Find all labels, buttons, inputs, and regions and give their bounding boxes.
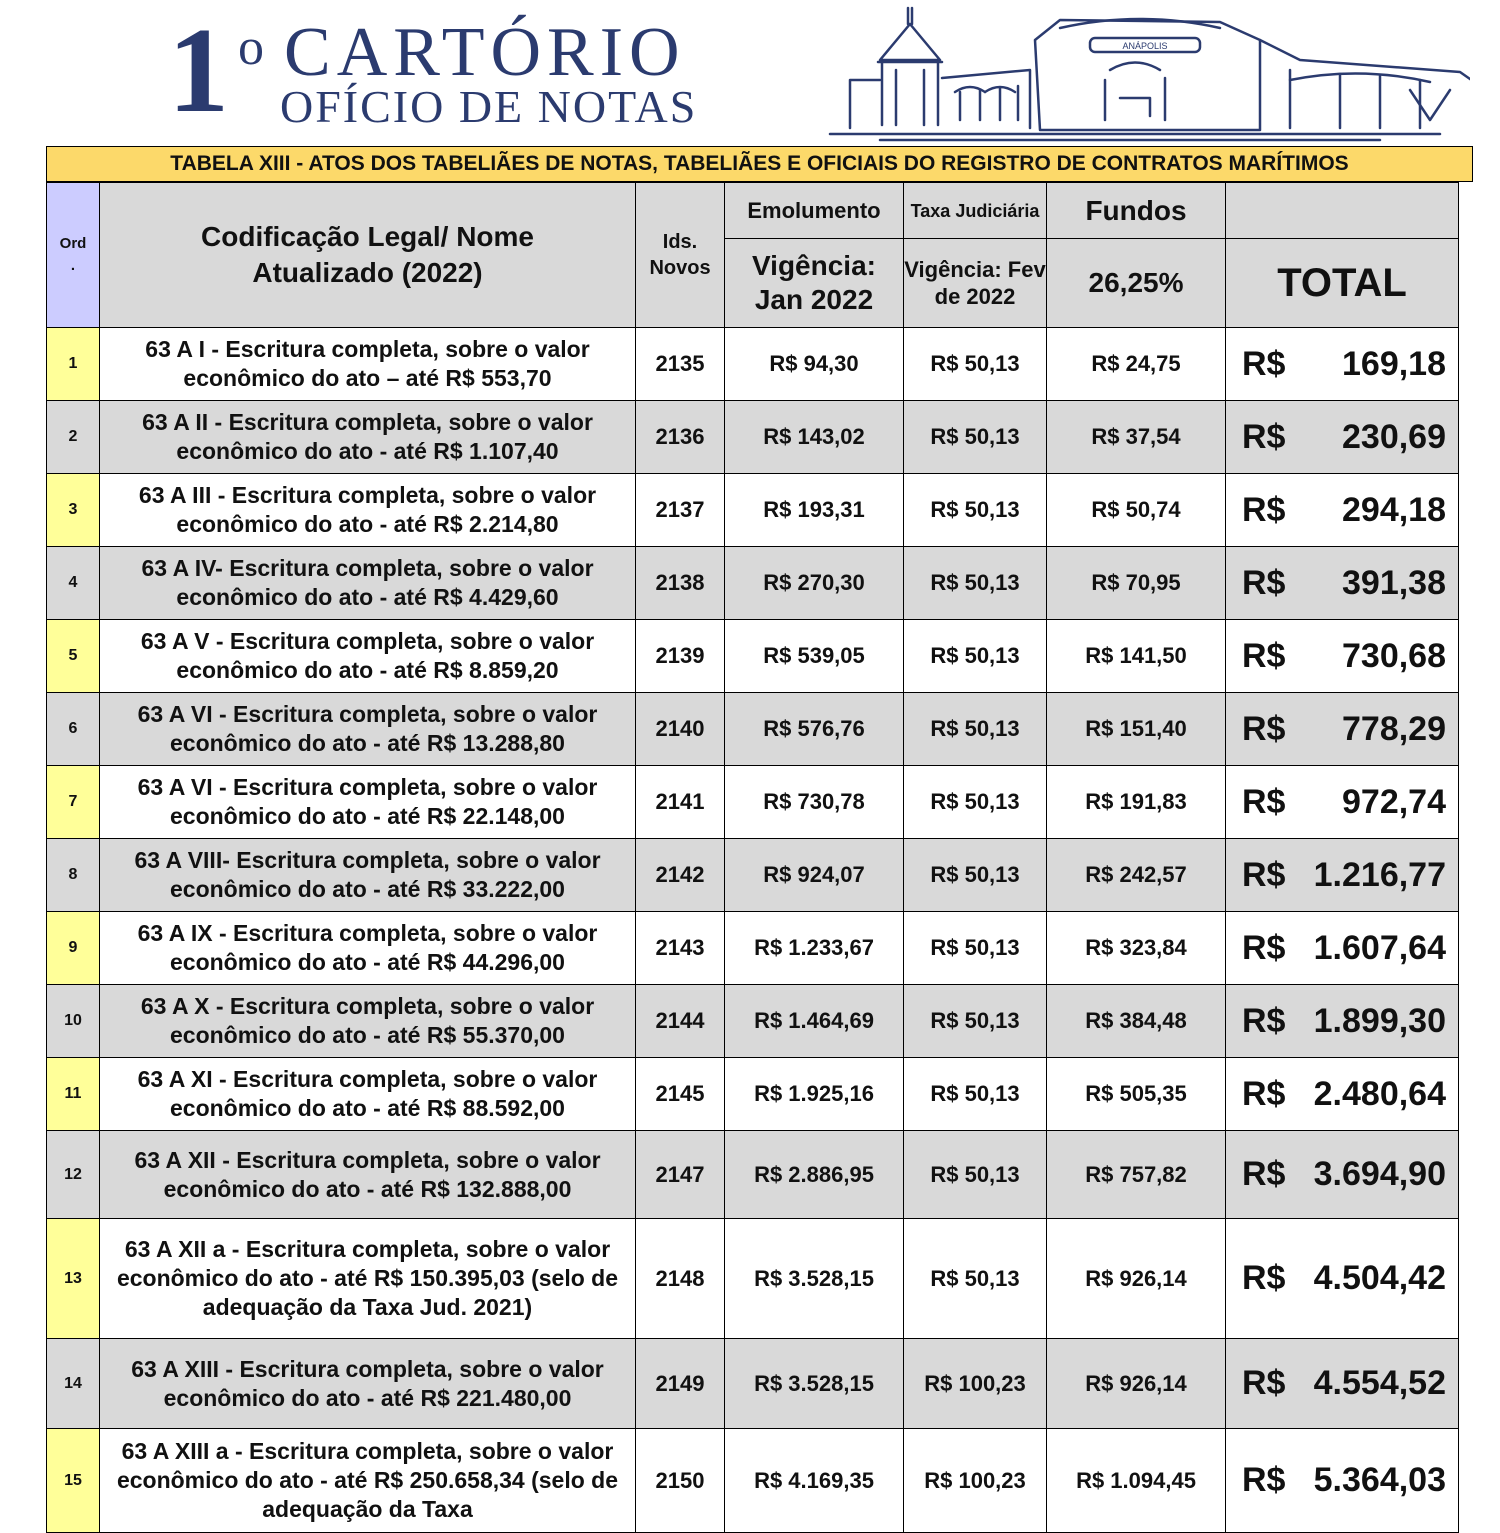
emolumento-vigencia-header: Vigência: Jan 2022 xyxy=(725,239,904,328)
description-cell: 63 A V - Escritura completa, sobre o valor econômico do ato - até R$ 8.859,20 xyxy=(100,620,636,693)
total-value: 2.480,64 xyxy=(1313,1074,1446,1113)
total-cell xyxy=(1226,839,1459,912)
taxa-cell: R$ 50,13 xyxy=(904,401,1047,474)
building-sign-text: ANÁPOLIS xyxy=(1122,41,1168,51)
id-cell: 2135 xyxy=(636,328,725,401)
total-currency: R$ xyxy=(1242,1364,1286,1402)
fundos-cell: R$ 141,50 xyxy=(1047,620,1226,693)
id-cell: 2138 xyxy=(636,547,725,620)
fundos-cell: R$ 24,75 xyxy=(1047,328,1226,401)
taxa-cell: R$ 50,13 xyxy=(904,839,1047,912)
total-value: 730,68 xyxy=(1342,636,1446,675)
ord-header-dot: . xyxy=(70,257,76,274)
total-currency: R$ xyxy=(1242,855,1286,894)
total-currency: R$ xyxy=(1242,1155,1286,1193)
fees-table xyxy=(46,182,1459,1533)
ord-cell: 6 xyxy=(47,693,100,766)
taxa-cell: R$ 50,13 xyxy=(904,1058,1047,1131)
taxa-cell: R$ 50,13 xyxy=(904,474,1047,547)
emolumento-cell: R$ 2.886,95 xyxy=(725,1131,904,1219)
description-cell: 63 A XII - Escritura completa, sobre o valor econômico do ato - até R$ 132.888,00 xyxy=(100,1131,636,1219)
ord-header xyxy=(47,183,100,328)
fundos-cell: R$ 70,95 xyxy=(1047,547,1226,620)
table-row xyxy=(47,474,1459,547)
total-currency: R$ xyxy=(1242,636,1286,675)
ord-cell: 10 xyxy=(47,985,100,1058)
taxa-vigencia-header: Vigência: Fev de 2022 xyxy=(904,239,1047,328)
total-currency: R$ xyxy=(1242,490,1286,529)
total-cell xyxy=(1226,985,1459,1058)
table-row xyxy=(47,839,1459,912)
description-cell: 63 A X - Escritura completa, sobre o valor econômico do ato - até R$ 55.370,00 xyxy=(100,985,636,1058)
fundos-cell: R$ 191,83 xyxy=(1047,766,1226,839)
description-cell: 63 A VIII- Escritura completa, sobre o valor econômico do ato - até R$ 33.222,00 xyxy=(100,839,636,912)
table-row xyxy=(47,1429,1459,1533)
table-title: TABELA XIII - ATOS DOS TABELIÃES DE NOTAS, TABELIÃES E OFICIAIS DO REGISTRO DE CONTRATOS MARÍTIMOS xyxy=(46,146,1473,182)
total-value: 1.899,30 xyxy=(1313,1001,1446,1040)
fundos-percent-header: 26,25% xyxy=(1047,239,1226,328)
total-value: 3.694,90 xyxy=(1313,1155,1446,1193)
total-cell xyxy=(1226,1131,1459,1219)
total-header: TOTAL xyxy=(1226,239,1459,328)
total-cell xyxy=(1226,1429,1459,1533)
total-cell xyxy=(1226,766,1459,839)
ord-cell: 4 xyxy=(47,547,100,620)
total-value: 169,18 xyxy=(1342,344,1446,383)
description-cell: 63 A XI - Escritura completa, sobre o valor econômico do ato - até R$ 88.592,00 xyxy=(100,1058,636,1131)
ord-header-label: Ord xyxy=(59,235,87,252)
total-currency: R$ xyxy=(1242,1461,1286,1499)
id-cell: 2149 xyxy=(636,1339,725,1429)
total-currency: R$ xyxy=(1242,928,1286,967)
table-row xyxy=(47,766,1459,839)
id-cell: 2137 xyxy=(636,474,725,547)
total-cell xyxy=(1226,401,1459,474)
id-cell: 2142 xyxy=(636,839,725,912)
total-value: 4.504,42 xyxy=(1313,1259,1446,1297)
ids-header-label: Ids. Novos xyxy=(649,231,711,279)
total-value: 1.607,64 xyxy=(1313,928,1446,967)
total-cell xyxy=(1226,912,1459,985)
total-currency: R$ xyxy=(1242,563,1286,602)
total-currency: R$ xyxy=(1242,709,1286,748)
taxa-cell: R$ 50,13 xyxy=(904,693,1047,766)
table-row xyxy=(47,1339,1459,1429)
id-cell: 2141 xyxy=(636,766,725,839)
id-cell: 2147 xyxy=(636,1131,725,1219)
emolumento-cell: R$ 1.925,16 xyxy=(725,1058,904,1131)
fundos-cell: R$ 323,84 xyxy=(1047,912,1226,985)
id-cell: 2140 xyxy=(636,693,725,766)
emolumento-cell: R$ 3.528,15 xyxy=(725,1219,904,1339)
description-cell: 63 A VI - Escritura completa, sobre o valor econômico do ato - até R$ 22.148,00 xyxy=(100,766,636,839)
total-cell xyxy=(1226,1339,1459,1429)
description-cell: 63 A IX - Escritura completa, sobre o valor econômico do ato - até R$ 44.296,00 xyxy=(100,912,636,985)
id-cell: 2139 xyxy=(636,620,725,693)
total-currency: R$ xyxy=(1242,1074,1286,1113)
table-row xyxy=(47,985,1459,1058)
fundos-cell: R$ 757,82 xyxy=(1047,1131,1226,1219)
emolumento-cell: R$ 3.528,15 xyxy=(725,1339,904,1429)
total-cell xyxy=(1226,1219,1459,1339)
table-row xyxy=(47,401,1459,474)
logo-subtitle: OFÍCIO DE NOTAS xyxy=(280,81,698,132)
total-currency: R$ xyxy=(1242,417,1286,456)
logo-title: CARTÓRIO xyxy=(284,14,686,91)
fundos-cell: R$ 242,57 xyxy=(1047,839,1226,912)
logo-degree: o xyxy=(238,19,264,76)
fundos-cell: R$ 37,54 xyxy=(1047,401,1226,474)
table-row xyxy=(47,620,1459,693)
emolumento-cell: R$ 576,76 xyxy=(725,693,904,766)
fundos-header: Fundos xyxy=(1047,183,1226,239)
logo-numeral: 1 xyxy=(168,3,229,138)
fundos-cell: R$ 505,35 xyxy=(1047,1058,1226,1131)
ord-cell: 12 xyxy=(47,1131,100,1219)
emolumento-cell: R$ 143,02 xyxy=(725,401,904,474)
ord-cell: 2 xyxy=(47,401,100,474)
emolumento-cell: R$ 1.464,69 xyxy=(725,985,904,1058)
taxa-cell: R$ 50,13 xyxy=(904,620,1047,693)
taxa-cell: R$ 50,13 xyxy=(904,985,1047,1058)
total-currency: R$ xyxy=(1242,782,1286,821)
taxa-cell: R$ 50,13 xyxy=(904,328,1047,401)
total-value: 4.554,52 xyxy=(1313,1364,1446,1402)
id-cell: 2148 xyxy=(636,1219,725,1339)
ord-cell: 7 xyxy=(47,766,100,839)
fundos-cell: R$ 384,48 xyxy=(1047,985,1226,1058)
ord-cell: 14 xyxy=(47,1339,100,1429)
table-row xyxy=(47,1219,1459,1339)
fundos-cell: R$ 1.094,45 xyxy=(1047,1429,1226,1533)
description-cell: 63 A XIII a - Escritura completa, sobre o valor econômico do ato - até R$ 250.658,34 (selo de adequação da Taxa xyxy=(100,1429,636,1533)
description-cell: 63 A I - Escritura completa, sobre o valor econômico do ato – até R$ 553,70 xyxy=(100,328,636,401)
total-currency: R$ xyxy=(1242,1259,1286,1297)
ord-cell: 1 xyxy=(47,328,100,401)
total-value: 778,29 xyxy=(1342,709,1446,748)
table-row xyxy=(47,547,1459,620)
total-value: 294,18 xyxy=(1342,490,1446,529)
total-cell xyxy=(1226,328,1459,401)
table-row xyxy=(47,1131,1459,1219)
total-cell xyxy=(1226,547,1459,620)
emolumento-header: Emolumento xyxy=(725,183,904,239)
taxa-cell: R$ 50,13 xyxy=(904,1131,1047,1219)
ord-cell: 9 xyxy=(47,912,100,985)
fundos-cell: R$ 50,74 xyxy=(1047,474,1226,547)
total-value: 972,74 xyxy=(1342,782,1446,821)
emolumento-cell: R$ 539,05 xyxy=(725,620,904,693)
id-cell: 2144 xyxy=(636,985,725,1058)
emolumento-cell: R$ 730,78 xyxy=(725,766,904,839)
fundos-cell: R$ 926,14 xyxy=(1047,1219,1226,1339)
taxa-cell: R$ 50,13 xyxy=(904,766,1047,839)
table-row xyxy=(47,1058,1459,1131)
total-value: 1.216,77 xyxy=(1313,855,1446,894)
ids-header xyxy=(636,183,725,328)
id-cell: 2145 xyxy=(636,1058,725,1131)
ord-cell: 13 xyxy=(47,1219,100,1339)
total-cell xyxy=(1226,1058,1459,1131)
id-cell: 2136 xyxy=(636,401,725,474)
description-cell: 63 A IV- Escritura completa, sobre o valor econômico do ato - até R$ 4.429,60 xyxy=(100,547,636,620)
fees-table-body xyxy=(47,328,1459,1533)
ord-cell: 3 xyxy=(47,474,100,547)
total-cell xyxy=(1226,693,1459,766)
table-row xyxy=(47,328,1459,401)
taxa-cell: R$ 50,13 xyxy=(904,1219,1047,1339)
description-cell: 63 A VI - Escritura completa, sobre o valor econômico do ato - até R$ 13.288,80 xyxy=(100,693,636,766)
emolumento-cell: R$ 4.169,35 xyxy=(725,1429,904,1533)
description-header xyxy=(100,183,636,328)
building-illustration-icon xyxy=(820,0,1470,142)
ord-cell: 11 xyxy=(47,1058,100,1131)
description-cell: 63 A III - Escritura completa, sobre o valor econômico do ato - até R$ 2.214,80 xyxy=(100,474,636,547)
total-value: 230,69 xyxy=(1342,417,1446,456)
taxa-cell: R$ 50,13 xyxy=(904,547,1047,620)
ord-cell: 8 xyxy=(47,839,100,912)
total-currency: R$ xyxy=(1242,344,1286,383)
total-currency: R$ xyxy=(1242,1001,1286,1040)
taxa-cell: R$ 100,23 xyxy=(904,1339,1047,1429)
cartorio-logo xyxy=(160,0,1470,142)
fundos-cell: R$ 151,40 xyxy=(1047,693,1226,766)
total-cell xyxy=(1226,474,1459,547)
table-row xyxy=(47,912,1459,985)
description-cell: 63 A II - Escritura completa, sobre o valor econômico do ato - até R$ 1.107,40 xyxy=(100,401,636,474)
emolumento-cell: R$ 1.233,67 xyxy=(725,912,904,985)
emolumento-cell: R$ 924,07 xyxy=(725,839,904,912)
emolumento-cell: R$ 94,30 xyxy=(725,328,904,401)
total-value: 5.364,03 xyxy=(1313,1461,1446,1499)
ord-cell: 5 xyxy=(47,620,100,693)
taxa-cell: R$ 100,23 xyxy=(904,1429,1047,1533)
fundos-cell: R$ 926,14 xyxy=(1047,1339,1226,1429)
total-header-top xyxy=(1226,183,1459,239)
ord-cell: 15 xyxy=(47,1429,100,1533)
total-cell xyxy=(1226,620,1459,693)
emolumento-cell: R$ 270,30 xyxy=(725,547,904,620)
id-cell: 2143 xyxy=(636,912,725,985)
description-cell: 63 A XIII - Escritura completa, sobre o valor econômico do ato - até R$ 221.480,00 xyxy=(100,1339,636,1429)
emolumento-cell: R$ 193,31 xyxy=(725,474,904,547)
taxa-cell: R$ 50,13 xyxy=(904,912,1047,985)
description-header-label: Codificação Legal/ Nome Atualizado (2022) xyxy=(201,221,534,288)
taxa-header: Taxa Judiciária xyxy=(904,183,1047,239)
id-cell: 2150 xyxy=(636,1429,725,1533)
description-cell: 63 A XII a - Escritura completa, sobre o valor econômico do ato - até R$ 150.395,03 (selo de adequação da Taxa Jud. 2021) xyxy=(100,1219,636,1339)
total-value: 391,38 xyxy=(1342,563,1446,602)
table-row xyxy=(47,693,1459,766)
